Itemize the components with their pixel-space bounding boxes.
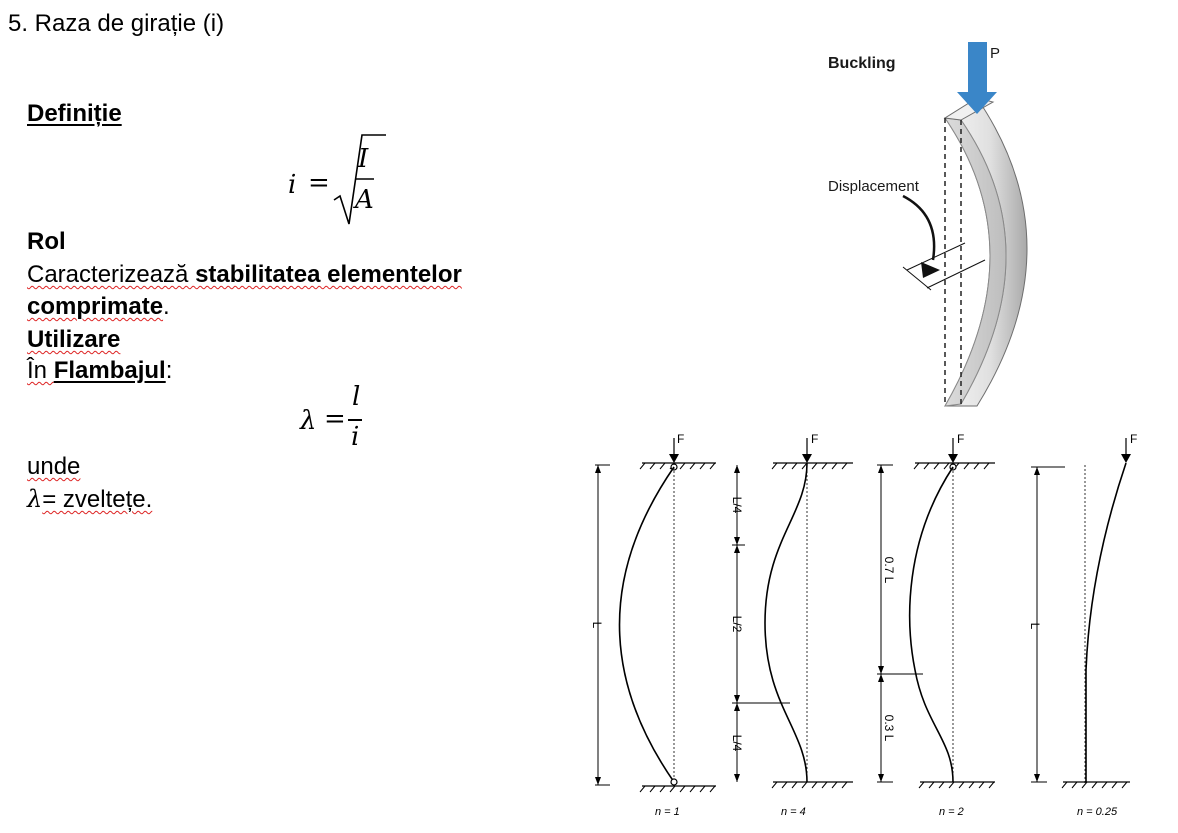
role-heading: Rol	[27, 228, 66, 255]
role-text-line2	[27, 291, 170, 323]
formula-num: I	[358, 144, 369, 174]
force-label-1: F	[677, 432, 685, 446]
column-case-3	[877, 432, 995, 818]
fraction-bar	[348, 419, 362, 421]
length-label-3a: 0.7 L	[882, 556, 896, 584]
formula-num-l: l	[352, 382, 361, 412]
length-label-1: L	[590, 621, 604, 629]
effective-length-diagram	[585, 430, 1170, 830]
formula-eq-2: =	[324, 404, 346, 434]
role-text-suffix: .	[163, 293, 170, 320]
force-label-3: F	[957, 432, 965, 446]
force-label-2: F	[811, 432, 819, 446]
column-case-2	[730, 432, 853, 818]
column-case-4	[1028, 432, 1137, 818]
length-label-4: L	[1028, 622, 1042, 630]
buckling-illustration	[815, 40, 1065, 412]
displacement-pointer	[903, 196, 934, 260]
formula-den-i: i	[351, 422, 360, 452]
where-label: unde	[27, 453, 81, 480]
role-text-bold-2: comprimate	[27, 293, 164, 320]
where-symbol: λ	[27, 485, 43, 513]
formula-lambda: λ	[300, 406, 317, 436]
formula-den: A	[355, 185, 374, 215]
slenderness-formula	[300, 382, 380, 462]
length-label-2c: L/4	[730, 734, 744, 752]
usage-text-bold: Flambajul	[53, 357, 166, 384]
length-label-3b: 0.3 L	[882, 714, 896, 742]
radius-formula	[288, 132, 388, 232]
buckling-title: Buckling	[828, 55, 896, 72]
beam-body	[945, 98, 1027, 406]
role-text-line1	[27, 259, 462, 291]
usage-text-suffix: :	[165, 357, 173, 384]
displacement-label: Displacement	[828, 178, 919, 195]
column-case-1	[590, 432, 716, 818]
usage-text	[27, 355, 172, 387]
n-label-3: n = 2	[939, 806, 964, 818]
formula-eq: =	[308, 168, 330, 198]
dim-line-1	[907, 243, 965, 270]
force-label-4: F	[1130, 432, 1138, 446]
where-definition	[27, 483, 152, 516]
definition-heading: Definiție	[27, 100, 122, 127]
length-label-2a: L/4	[730, 496, 744, 514]
dim-line-2	[927, 260, 985, 288]
page-title: 5. Raza de girație (i)	[8, 10, 225, 37]
n-label-4: n = 0.25	[1077, 806, 1118, 818]
role-text-prefix: Caracterizează	[27, 261, 196, 288]
where-text: = zveltețe.	[42, 486, 153, 513]
n-label-1: n = 1	[655, 806, 680, 818]
formula-lhs: i	[288, 170, 297, 200]
load-label-p: P	[990, 45, 1001, 62]
usage-text-prefix: În	[27, 357, 54, 384]
role-text-bold: stabilitatea elementelor	[195, 261, 462, 288]
length-label-2b: L/2	[730, 615, 744, 633]
usage-heading: Utilizare	[27, 326, 121, 353]
n-label-2: n = 4	[781, 806, 806, 818]
displacement-arrowhead	[921, 262, 940, 278]
